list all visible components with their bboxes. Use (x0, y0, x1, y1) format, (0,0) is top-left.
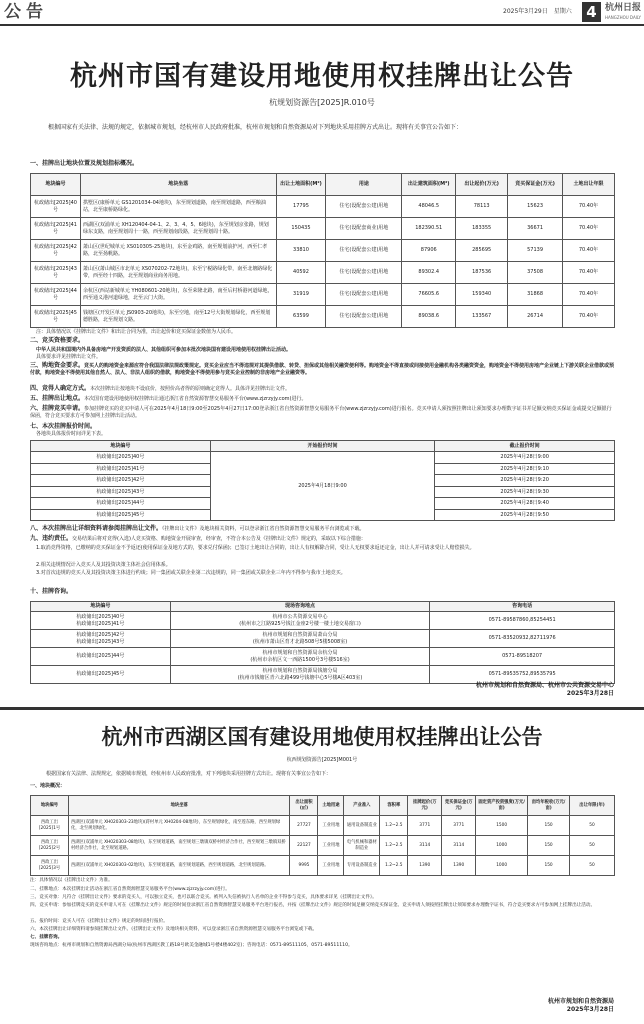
parcel-code: 杭政储出[2025]44号 (31, 284, 81, 306)
notice2-section: 三、竞买对象：凡符合《挂牌出让文件》要求的竞买人，可以独立竞买，也可以联合竞买。被列入失信被执行人名单的企业不得参与竞买，具体要求详见《挂牌出让文件》。 (30, 895, 377, 900)
notice1-sec4-heading: 四、竞得人确定方式。 (30, 385, 91, 392)
notice1-sec3-text: 竞买人的购地资金来源应符合我国法律法规政策规定。竞买企业应当不得违规对其提供借款、转贷、担保或其他相关融资便利等。购地资金不得直接或间接使用金融机构各类融资资金，购地资金不得使用房地产企业链上下游关联企业借款或预付款，购地资金不得使用其他自然人、法人、非法人组织的借款，购地资金不得使用参与竞买企业控制的非房地产企业融资等。 (30, 363, 615, 376)
parcel-code: 杭政储出[2025]43号 (31, 486, 211, 498)
notice1-sec4 (30, 385, 615, 393)
parcel-code: 杭政储出[2025]40号 (31, 196, 81, 218)
table-header: 固定资产投资强度(万元/亩) (476, 796, 528, 816)
parcel-area: 63599 (276, 306, 326, 328)
notice2-intro: 根据国家有关法律、法规规定，依据城市规划，经杭州市人民政府批准，对下列地块采用挂牌方式出让。现将有关事宜公告如下： (46, 771, 332, 777)
parcel-location: 萧山区(萧山城区市北单元 XS070202-72地块)，东至宁税路绿化带，南至北塘路绿化带，西至经十四路，北至规划商业商务用地。 (80, 262, 276, 284)
plot-ratio: 1.2~2.5 (380, 836, 408, 856)
parcel-area: 40592 (276, 262, 326, 284)
notice2-section: 现场咨询地点：杭州市规划和自然资源局西湖分局(杭州市西湖区教工路18号欧美金融城1号楼4楼402室)；咨询电话：0571-89511105，0571-89511110。 (30, 943, 353, 948)
notice1-doc-no: 杭规划资源告[2025]R.010号 (269, 98, 375, 107)
table-row (31, 196, 615, 218)
parcel-area: 27727 (290, 816, 318, 836)
notice-divider (0, 707, 644, 710)
table-row (31, 648, 615, 666)
place-address: (杭州市钱塘区青六北路499号钱塘中心5号楼A区403室) (237, 674, 363, 681)
parcel-code: 西政工出[2025]2号 (31, 836, 69, 856)
table-header: 出让年限(年) (570, 796, 615, 816)
deposit: 3114 (442, 836, 476, 856)
parcel-code: 杭政储出[2025]41号 (31, 463, 211, 475)
table-header-row (31, 796, 615, 816)
notice1-sec5-text: 本次国有建设用地使用权挂牌出让通过浙江省自然资源智慧交易服务平台(www.zjzrzyjy.com)进行。 (84, 396, 307, 402)
parcel-location: 西湖区(双浦单元 XH020303-08地块)，东至规划道路，南至规划三墩镇双桥村经济合作社，西至规划三墩镇双桥村经济合作社，北至规划道路。 (68, 836, 290, 856)
parcel-code: 杭政储出[2025]42号 (76, 632, 125, 639)
start-price: 1390 (408, 856, 442, 876)
parcel-use: 住宅(设配套公建)用地 (326, 284, 402, 306)
parcel-deposit: 31868 (508, 284, 563, 306)
notice2-section: 五、报价时间：竞买人可在《挂牌出让文件》规定的时间进行报价。 (30, 919, 168, 924)
consult-place (170, 666, 429, 684)
notice1-sec3-heading: 三、购地资金要求。 (30, 362, 85, 369)
consult-place (170, 648, 429, 666)
parcel-codes (31, 612, 171, 630)
parcel-term: 70.40年 (563, 240, 615, 262)
table-header: 亩均年税收(万元/亩) (528, 796, 570, 816)
parcel-building-area: 89038.6 (402, 306, 456, 328)
end-time: 2025年4月28日9:10 (435, 463, 615, 475)
table-row (31, 630, 615, 648)
parcel-use: 住宅(设配套公建)用地 (326, 240, 402, 262)
table-header: 土地用途 (318, 796, 344, 816)
consult-phone: 0571-89535752,89535795 (430, 666, 615, 684)
notice1-sec6 (30, 405, 615, 419)
parcel-start-price: 183355 (456, 218, 508, 240)
parcel-location: 西湖区(双浦单元 XH120404-04-1、2、3、4、5、6地块)，东至规划京张路，规划绿东支路，南至规划周十一路，西至规划南段路，北至规划周十路。 (80, 218, 276, 240)
parcel-use: 工业用地 (318, 836, 344, 856)
parcel-location: 余杭区(西站新城单元 YH080601-20地块)，东至荣隆北路，南至后村桥港河道绿地，西至通义港河道绿地，北至云门大街。 (80, 284, 276, 306)
parcel-codes (31, 666, 171, 684)
parcel-code: 杭政储出[2025]42号 (31, 240, 81, 262)
signature-org: 杭州市规划和自然资源局、杭州市公共资源交易中心 (475, 682, 614, 689)
parcel-building-area: 87906 (402, 240, 456, 262)
consultation-table (30, 601, 615, 684)
parcel-term: 70.40年 (563, 218, 615, 240)
notice1-sec4-text: 本次挂牌出让按地块不设底价，按照价高者得的原则确定竞得人。具体详见挂牌出让文件。 (90, 386, 291, 392)
parcel-code: 杭政储出[2025]40号 (76, 614, 125, 621)
table-header: 地块编号 (31, 441, 211, 452)
parcel-start-price: 187536 (456, 262, 508, 284)
paper-logo-en: HANGZHOU DAILY (605, 15, 641, 20)
deposit: 3771 (442, 816, 476, 836)
parcel-code: 杭政储出[2025]45号 (76, 671, 125, 678)
parcel-start-price: 285695 (456, 240, 508, 262)
notice1-sec2-heading: 二、竞买资格要求。 (30, 337, 85, 344)
parcel-use: 工业用地 (318, 816, 344, 836)
place-name: 杭州市规划和自然资源局钱塘分局 (262, 668, 338, 675)
parcel-use: 住宅(设配套公建)用地 (326, 306, 402, 328)
notice1-sec7-text: 各地块具体报价时间详见下表。 (36, 431, 107, 437)
notice1-sec7-heading: 七、本次挂牌报价时间。 (30, 423, 97, 430)
table-header: 出让起价(万元) (456, 174, 508, 196)
parcel-code: 杭政储出[2025]43号 (76, 638, 125, 645)
notice1-title: 杭州市国有建设用地使用权挂牌出让公告 (70, 61, 574, 92)
table-row (31, 612, 615, 630)
consult-phone: 0571-83520932,82711976 (430, 630, 615, 648)
notice2-section: 四、竞买申请：参加挂牌竞买的竞买申请人可在《挂牌出让文件》规定的时间登录浙江省自然资源智慧交易服务平台进行报名，并按《挂牌出让文件》规定的时间足额交纳竞买保证金。竞买申请人须按照挂牌出让须知要求办理数字证书，符合竞买要求方可参加网上挂牌出让活动。 (30, 903, 596, 908)
table-row (31, 240, 615, 262)
table-row (31, 856, 615, 876)
table-header: 开始报价时间 (210, 441, 435, 452)
notice2-section: 七、挂牌咨询。 (30, 935, 63, 940)
notice1-sec2-text: 中华人民共和国境内外具备房地产开发资质的法人、其他组织可参加本批次地块国有建设用地使用权挂牌出让活动。 (36, 347, 292, 353)
parcel-code: 杭政储出[2025]40号 (31, 452, 211, 464)
industrial-parcel-table (30, 795, 615, 876)
investment-intensity: 1000 (476, 836, 528, 856)
deposit: 1390 (442, 856, 476, 876)
end-time: 2025年4月28日9:50 (435, 509, 615, 521)
table-row (31, 306, 615, 328)
tax-per-mu: 150 (528, 856, 570, 876)
table-header: 现场咨询地点 (170, 602, 429, 612)
parcel-building-area: 76605.6 (402, 284, 456, 306)
notice2-note: 注：具体情况以《挂牌出让文件》为准。 (30, 878, 113, 883)
term-years: 50 (570, 836, 615, 856)
place-address: (杭州市之江路925号钱江金座2号楼一楼土地交易窗口) (239, 620, 361, 627)
parcel-code: 杭政储出[2025]41号 (31, 218, 81, 240)
parcel-deposit: 57139 (508, 240, 563, 262)
table-header: 地块编号 (31, 174, 81, 196)
parcel-code: 杭政储出[2025]41号 (76, 620, 125, 627)
end-time: 2025年4月28日9:30 (435, 486, 615, 498)
signature-date: 2025年3月28日 (566, 689, 614, 697)
place-address: (杭州市萧山区育才北路508号5楼5008室) (252, 638, 348, 645)
investment-intensity: 1500 (476, 816, 528, 836)
table-header: 出让土地面积(M²) (276, 174, 326, 196)
parcel-area: 22127 (290, 836, 318, 856)
table-header: 出让建筑面积(M²) (402, 174, 456, 196)
table-header-row (31, 174, 615, 196)
start-price: 3114 (408, 836, 442, 856)
table-header-row (31, 602, 615, 612)
consult-place (170, 630, 429, 648)
table-header: 地块坐落 (68, 796, 290, 816)
consult-phone: 0571-89518207 (430, 648, 615, 666)
notice1-sec5 (30, 395, 615, 403)
notice2-section: 六、本次挂牌出让详细资料请参阅挂牌出让文件。《挂牌出让文件》及地块相关资料，可以登录浙江省自然资源智慧交易服务平台浏览或下载。 (30, 927, 318, 932)
notice1-sec9-item: 3.对首次违规的竞买人及其投资决策主体进行约谈；同一集团或关联企业第二次违规的，同一集团或关联企业三年内不得参与我市土地竞买。 (36, 570, 346, 576)
parcel-term: 70.40年 (563, 284, 615, 306)
parcel-deposit: 26714 (508, 306, 563, 328)
notice1-sec8-heading: 八、本次挂牌出让详细资料请参阅挂牌出让文件。 (30, 525, 163, 532)
notice1-sec9-item: 2.相关违规情况计入竞买人及其投资决策主体社会信用体系。 (36, 562, 171, 568)
table-header: 土地出让年限 (563, 174, 615, 196)
table-row (31, 262, 615, 284)
parcel-start-price: 159340 (456, 284, 508, 306)
parcel-building-area: 48046.5 (402, 196, 456, 218)
parcel-code: 杭政储出[2025]44号 (31, 498, 211, 510)
notice1-sec8 (30, 525, 615, 533)
notice1-sec9-item: 1.取消竞得资格，已缴纳的竞买保证金不予返还(使用保证金及地方式的，要求兑付保函)；已签订土地出让合同的，出让人有权解除合同，受让人无权要求返还定金，出让人并可请求受让人赔偿损失。 (36, 545, 475, 551)
place-name: 杭州市规划和自然资源局萧山分局 (262, 632, 338, 639)
notice1-sec9 (30, 535, 615, 543)
end-time: 2025年4月28日9:00 (435, 452, 615, 464)
notice1-sec1-heading: 一、挂牌出让地块位置及规划指标概况。 (30, 160, 139, 167)
consult-phone: 0571-89587860,85254451 (430, 612, 615, 630)
table-header: 咨询电话 (430, 602, 615, 612)
end-time: 2025年4月28日9:40 (435, 498, 615, 510)
notice1-sec5-heading: 五、挂牌出让地点。 (30, 395, 85, 402)
parcel-code: 杭政储出[2025]42号 (31, 475, 211, 487)
start-price: 3771 (408, 816, 442, 836)
notice1-sec2-text2: 具体要求详见挂牌出让文件。 (36, 354, 102, 360)
notice1-sec10-heading: 十、挂牌咨询。 (30, 588, 73, 595)
parcel-term: 70.40年 (563, 196, 615, 218)
parcel-area: 33810 (276, 240, 326, 262)
table-header: 地块编号 (31, 602, 171, 612)
tax-per-mu: 150 (528, 816, 570, 836)
parcel-term: 70.40年 (563, 262, 615, 284)
parcel-term: 70.40年 (563, 306, 615, 328)
parcel-code: 杭政储出[2025]43号 (31, 262, 81, 284)
plot-ratio: 1.2~2.5 (380, 856, 408, 876)
table-header: 产业准入 (344, 796, 380, 816)
industry-access: 电气机械和器材制造业 (344, 836, 380, 856)
parcel-start-price: 133567 (456, 306, 508, 328)
notice1-sec9-text: 交易结果后将对竞得(入选)人竞买资格、购地资金开展审查，经审查，不符合本公告及《挂牌出让文件》规定的，采取以下综合措施： (72, 536, 366, 542)
end-time: 2025年4月28日9:20 (435, 475, 615, 487)
parcel-deposit: 37508 (508, 262, 563, 284)
parcel-building-area: 89302.4 (402, 262, 456, 284)
table-header: 截止报价时间 (435, 441, 615, 452)
table-header: 用途 (326, 174, 402, 196)
table-row (31, 836, 615, 856)
notice1-intro: 根据国家有关法律、法规的规定，依据城市规划，经杭州市人民政府批准，杭州市规划和自然资源局对下列地块采用挂牌方式出让。现将有关事宜公告如下： (48, 124, 463, 131)
table-header: 竞买保证金(万元) (442, 796, 476, 816)
term-years: 50 (570, 816, 615, 836)
table-header-row (31, 441, 615, 452)
industry-access: 专用设备制造业 (344, 856, 380, 876)
parcel-use: 住宅(设配套商业)用地 (326, 218, 402, 240)
parcel-area: 17795 (276, 196, 326, 218)
notice2-title: 杭州市西湖区国有建设用地使用权挂牌出让公告 (101, 725, 543, 749)
table-row (31, 218, 615, 240)
section-name: 公告 (4, 2, 48, 22)
notice1-sec3 (30, 362, 615, 376)
page-number: 4 (582, 2, 601, 22)
masthead (0, 0, 644, 26)
notice1-signature (476, 682, 614, 697)
parcel-codes (31, 630, 171, 648)
parcel-code: 西政工出[2025]3号 (31, 856, 69, 876)
parcel-use: 住宅(设配套公建)用地 (326, 262, 402, 284)
notice2-section: 二、挂牌地点：本次挂牌出让活动在浙江省自然资源智慧交易服务平台(www.zjzrzyjy.com)进行。 (30, 887, 230, 892)
notice1-sec9-heading: 九、违约责任。 (30, 535, 73, 542)
table-header: 挂牌起价(万元) (408, 796, 442, 816)
term-years: 50 (570, 856, 615, 876)
plot-ratio: 1.2~2.5 (380, 816, 408, 836)
bidding-time-table (30, 440, 615, 521)
paper-logo: 杭州日报 (605, 3, 642, 13)
table-header: 容积率 (380, 796, 408, 816)
notice1-sec6-heading: 六、挂牌竞买申请。 (30, 405, 85, 412)
parcel-code: 杭政储出[2025]45号 (31, 306, 81, 328)
place-name: 杭州市公共资源交易中心 (272, 614, 328, 621)
parcel-start-price: 78113 (456, 196, 508, 218)
start-time: 2025年4月18日9:00 (210, 452, 435, 521)
parcel-deposit: 15623 (508, 196, 563, 218)
notice1-sec8-text: 《挂牌出让文件》及地块相关资料，可以登录浙江省自然资源智慧交易服务平台浏览或下载。 (162, 526, 365, 532)
parcel-area: 150435 (276, 218, 326, 240)
notice2-signature (548, 998, 614, 1013)
parcel-location: 西湖区(双浦单元 XH020303-23地块)(蒋村单元 XH0204-08地块)，东至规划绿化，南至莲东路，西至规划绿化，北至规划绿化。 (68, 816, 290, 836)
notice2-doc-no: 杭西规划资源告[2025]M001号 (286, 757, 358, 763)
table-header: 竞买保证金(万元) (508, 174, 563, 196)
parcel-location: 钱塘区(开发区单元 JS0903-20地块)，东至空地，南至12号大街规划绿化，西至规划德胜路，北至规划文路。 (80, 306, 276, 328)
table-row (31, 666, 615, 684)
table1-note: 注：具体情况以《挂牌出让文件》和出让合同为准，出让起价和竞买保证金数值为人民币。 (36, 329, 237, 335)
parcel-code: 杭政储出[2025]45号 (31, 509, 211, 521)
place-name: 杭州市规划和自然资源局余杭分局 (262, 650, 338, 657)
notice2-sec1-heading: 一、地块概况： (30, 783, 66, 789)
place-address: (杭州市余杭区文一西路1500号3号楼516室) (250, 656, 350, 663)
table-row (31, 284, 615, 306)
parcel-deposit: 36671 (508, 218, 563, 240)
signature-org: 杭州市规划和自然资源局 (547, 998, 614, 1005)
issue-date: 2025年3月29日 星期六 (503, 8, 572, 15)
parcel-area: 31919 (276, 284, 326, 306)
parcel-building-area: 182390.51 (402, 218, 456, 240)
industry-access: 通用设备制造业 (344, 816, 380, 836)
parcel-area: 9995 (290, 856, 318, 876)
table-header: 地块编号 (31, 796, 69, 816)
signature-date: 2025年3月28日 (566, 1005, 614, 1013)
parcel-location: 萧山区(世纪城单元 XS010305-25地块)，东至金鸡路，南至规划前护河，西至仁孝路，北至扬帆路。 (80, 240, 276, 262)
parcel-location: 拱墅区(康桥单元 GS1201034-04地块)，东至规划道路，南至规划道路，西至粮油站，北至康桥路绿化。 (80, 196, 276, 218)
parcel-code: 杭政储出[2025]44号 (76, 653, 125, 660)
land-parcel-table (30, 173, 615, 328)
parcel-code: 西政工出[2025]1号 (31, 816, 69, 836)
parcel-use: 住宅(设配套公建)用地 (326, 196, 402, 218)
table-row (31, 452, 615, 464)
parcel-location: 西湖区(双浦单元 XH020303-02地块)，东至规划道路，南至规划道路，西至规划道路，北至规划道路。 (68, 856, 290, 876)
table-row (31, 816, 615, 836)
table-header: 地块坐落 (80, 174, 276, 196)
consult-place (170, 612, 429, 630)
tax-per-mu: 150 (528, 836, 570, 856)
parcel-codes (31, 648, 171, 666)
investment-intensity: 1000 (476, 856, 528, 876)
table-header: 出让面积(㎡) (290, 796, 318, 816)
parcel-use: 工业用地 (318, 856, 344, 876)
notice1-sec6-text: 参加挂牌竞买的竞买申请人可在2025年4月18日9:00至2025年4月27日17:00登录浙江省自然资源智慧交易服务平台(www.zjzrzyjy.com)进行报名。竞买申请人须按照挂牌出让须知要求办理数字证书并足额交纳竞买保证金或提交足额银行保函，符合竞买要求方可参加网上挂牌出让活动。 (30, 406, 612, 419)
